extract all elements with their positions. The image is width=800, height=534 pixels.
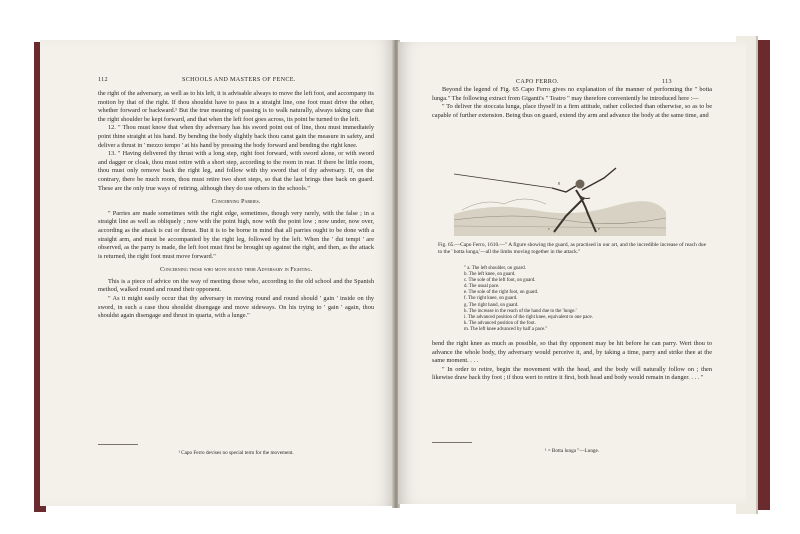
right-paragraph: bend the right knee as much as possible, so that thy opponent may be hit before he can parry. Wert thou to advance the whole body, thy adversary would perceive it, and, by taking a time, parry and strike thee at the same moment. . . . [432,340,712,365]
left-paragraph: This is a piece of advice on the way of meeting those who, according to the old school and the Spanish method, walked round and round their opponent. [98,277,374,294]
footnote-rule [432,442,472,443]
svg-text:c: c [548,226,550,231]
right-paragraph: " To deliver the stoccata lunga, place thyself in a firm attitude, rather collected than otherwise, so as to be capable of further extension. Being thus on guard, extend thy arm and advance the body at the same time, and [432,103,712,119]
footnote-rule [98,444,138,445]
legend-item: e. The sole of the right foot, on guard. [464,290,539,296]
right-text-block-top [432,86,712,120]
left-text-block [98,90,374,321]
left-paragraph: the right of the adversary, as well as to his left, it is advisable always to move the left foot, and accompany its motion by that of the right. If thou shouldst have to pass in a straight line, one foot must drive the other, whether forward or backward.¹ But the true meaning of passing is to walk naturally, always taking care that the right shoulder be kept forward, and that when the left foot goes across, its point be turned to the left. [98,90,374,123]
figure-legend [464,266,684,333]
right-paragraph: Beyond the legend of Fig. 65 Capo Ferro gives no explanation of the manner of performing the " botta lunga." The following extract from Giganti's " Teatro " may therefore conveniently be introduced here :— [432,86,712,102]
svg-text:g: g [558,180,560,185]
legend-item: d. The usual pace. [464,284,500,290]
left-paragraph: 12. " Thou must know that when thy adversary has his sword point out of line, thou must immediately point thine straight at his hand. By bending the body slightly back thou canst gain the measure in safety, and deliver a thrust in ' mezzo tempo ' at his hand by pressing the body forward and bending the right knee. [98,124,374,149]
page-number-right: 113 [662,78,672,85]
left-footnote: ¹ Capo Ferro devises no special term for the movement. [178,450,294,456]
left-page [40,40,394,506]
legend-item: m. The left knee advanced by half a pace." [464,326,548,332]
legend-item: h. The increase in the reach of the hand due to the 'lunge.' [464,308,577,314]
legend-item: g. The right hand, on guard. [464,302,519,308]
legend-item: k. The advanced position of the foot. [464,320,536,326]
section-heading-parries: Concerning Parries. [211,198,261,206]
section-heading-round: Concerning those who move round their Adversary in Fighting. [159,266,313,274]
left-paragraph: " As it might easily occur that thy adversary in moving round and round should ' gain ' inside on thy sword, in such a case thou shouldst disengage and move sideways. On his trying to ' gain ' again, thou shouldst again disengage and thrust in quarta, with a lunge." [98,295,374,320]
legend-item: " a. The left shoulder, on guard. [464,266,526,271]
legend-item: f. The right knee, on guard. [464,296,518,302]
running-head-right: CAPO FERRO. [516,78,559,85]
legend-item: b. The left knee, on guard. [464,272,516,278]
right-footnote: ¹ = Botta lunga "—Lunge. [544,448,600,454]
left-paragraph: " Parries are made sometimes with the right edge, sometimes, though very rarely, with the false ; in a straight line as well as obliquely ; now with the point high, now with the point low ; now under, now over, according as the attack is cut or thrust. But it is to be borne in mind that all parries ought to be done with a straight arm, and must be accompanied by the right leg, followed by the left. When the ' dui tempi ' are observed, as the parry is made, the left foot must first be brought up against the right, and then, as the attack is returned, the right foot must move forward." [98,209,374,260]
legend-item: c. The sole of the left foot, on guard. [464,278,536,284]
right-text-block-bottom [432,340,712,383]
running-head-left: SCHOOLS AND MASTERS OF FENCE. [182,76,296,83]
page-number-left: 112 [98,76,108,83]
right-paragraph: " In order to retire, begin the movement with the head, and the body will naturally follow on ; then likewise draw back thy foot ; if thou wert to retire it first, both head and body would remain in danger. . . . " [432,365,712,382]
svg-text:e: e [598,226,600,231]
fencer-lunge-illustration [454,154,666,236]
figure-caption: Fig. 65.—Capo Ferro, 1610.—" A figure showing the guard, as practised in our art, and the incredible increase of reach due to the ' botta lunga,'—all the limbs moving together in the attack." [438,242,706,255]
left-paragraph: 13. " Having delivered thy thrust with a long step, right foot forward, with sword alone, or with sword and dagger or cloak, thou must retire with a short step, according to the room in rear. If there be little room, thou must only remove back the right leg, and follow with thy sword that of thy adversary. If, on the contrary, there be much room, thou must retire two short steps, so that the last brings thee back on guard. These are the only true ways of retiring, although they do use others in the schools." [98,150,374,192]
right-page [398,42,746,504]
legend-item: i. The advanced position of the right knee, equivalent to one pace. [464,314,593,320]
